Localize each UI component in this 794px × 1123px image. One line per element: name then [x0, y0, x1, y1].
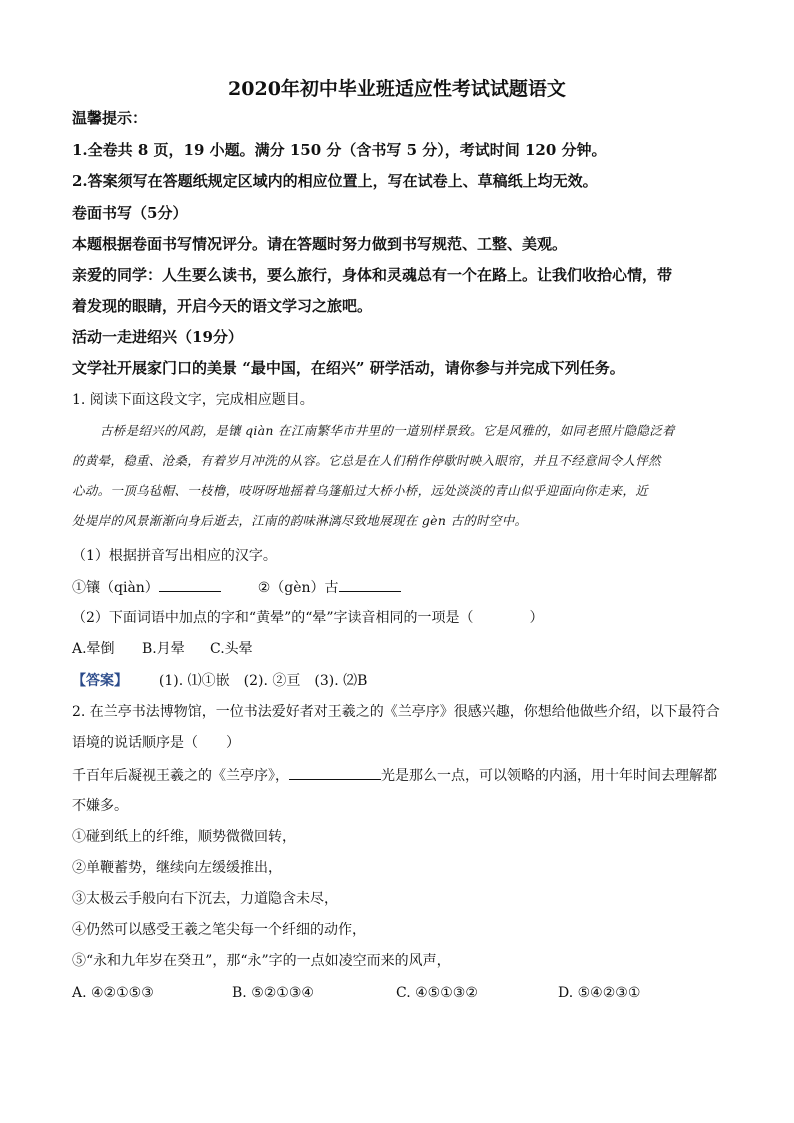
passage-line: 古桥是绍兴的风韵，是镶 qiàn 在江南繁华市井里的一道别样景致。它是风雅的，如同老照片隐隐泛着	[100, 423, 675, 438]
question-1-stem: 1. 阅读下面这段文字，完成相应题目。	[72, 392, 314, 408]
notice-heading: 温馨提示：	[72, 109, 148, 127]
q1-sub2: （2）下面词语中加点的字和“黄晕”的“晕”字读音相同的一项是（ ）	[72, 610, 544, 626]
q1-sub1-a-label: ①镶（qiàn）	[72, 580, 159, 596]
q2-context-line-1	[72, 765, 717, 786]
q2-item-5: ⑤“永和九年岁在癸丑”，那“永”字的一点如凌空而来的风声，	[72, 953, 451, 969]
answer-tag: 【答案】	[72, 673, 128, 689]
question-2-stem-2: 语境的说话顺序是（ ）	[72, 735, 240, 751]
q2-item-2: ②单鞭蓄势，继续向左缓缓推出，	[72, 860, 282, 876]
q2-context-line-2: 不嫌多。	[72, 798, 128, 814]
writing-heading: 卷面书写（5分）	[72, 204, 188, 222]
notice-item-1: 1.全卷共 8 页，19 小题。满分 150 分（含书写 5 分），考试时间 120 分钟。	[72, 141, 607, 159]
q2-item-1: ①碰到纸上的纤维，顺势微微回转，	[72, 829, 296, 845]
q1-sub1-a-blank[interactable]	[159, 577, 221, 592]
q2-option-b[interactable]: B. ⑤②①③④	[232, 985, 314, 1001]
q2-option-d[interactable]: D. ⑤④②③①	[558, 985, 641, 1001]
q2-option-c[interactable]: C. ④⑤①③②	[396, 985, 478, 1001]
q1-option-b[interactable]: B.月晕	[142, 641, 185, 657]
q2-context-a: 千百年后凝视王羲之的《兰亭序》，	[72, 768, 289, 784]
q1-sub1-b-label: ②（gèn）古	[257, 580, 339, 596]
q2-context-b: 光是那么一点，可以领略的内涵，用十年时间去理解都	[381, 768, 717, 784]
activity-text: 文学社开展家门口的美景 “最中国，在绍兴” 研学活动，请你参与并完成下列任务。	[72, 359, 625, 377]
q1-option-a[interactable]: A.晕倒	[72, 641, 115, 657]
question-2-stem-1: 2. 在兰亭书法博物馆，一位书法爱好者对王羲之的《兰亭序》很感兴趣，你想给他做些介绍，以下最符合	[72, 704, 720, 720]
q1-answer-row	[72, 671, 367, 691]
passage-line: 的黄晕，稳重、沧桑，有着岁月冲洗的从容。它总是在人们稍作停歇时映入眼帘，并且不经意间令人怦然	[72, 453, 661, 468]
q1-sub1-answers	[72, 577, 401, 598]
intro-line-1: 亲爱的同学：人生要么读书，要么旅行，身体和灵魂总有一个在路上。让我们收拾心情，带	[72, 266, 673, 284]
page-title: 2020年初中毕业班适应性考试试题语文	[228, 78, 566, 100]
passage-line: 心动。一顶乌毡帽、一枝橹，吱呀呀地摇着乌篷船过大桥小桥，远处淡淡的青山似乎迎面向你走来，近	[72, 483, 649, 498]
q2-item-3: ③太极云手般向右下沉去，力道隐含未尽，	[72, 891, 338, 907]
activity-heading: 活动一走进绍兴（19分）	[72, 328, 243, 346]
intro-line-2: 着发现的眼睛，开启今天的语文学习之旅吧。	[72, 297, 373, 315]
q1-option-c[interactable]: C.头晕	[210, 641, 253, 657]
notice-item-2: 2.答案须写在答题纸规定区域内的相应位置上，写在试卷上、草稿纸上均无效。	[72, 172, 598, 190]
writing-text: 本题根据卷面书写情况评分。请在答题时努力做到书写规范、工整、美观。	[72, 235, 568, 253]
q2-context-blank[interactable]	[289, 765, 381, 780]
q2-item-4: ④仍然可以感受王羲之笔尖每一个纤细的动作，	[72, 922, 366, 938]
q1-sub1: （1）根据拼音写出相应的汉字。	[72, 548, 277, 564]
q2-option-a[interactable]: A. ④②①⑤③	[72, 985, 154, 1001]
passage-line: 处堤岸的风景渐渐向身后逝去，江南的韵味淋漓尽致地展现在 gèn 古的时空中。	[72, 513, 528, 528]
q1-answer: (1). ⑴①嵌 (2). ②亘 (3). ⑵B	[158, 673, 368, 689]
reading-passage	[72, 416, 722, 536]
q1-sub1-b-blank[interactable]	[339, 577, 401, 592]
